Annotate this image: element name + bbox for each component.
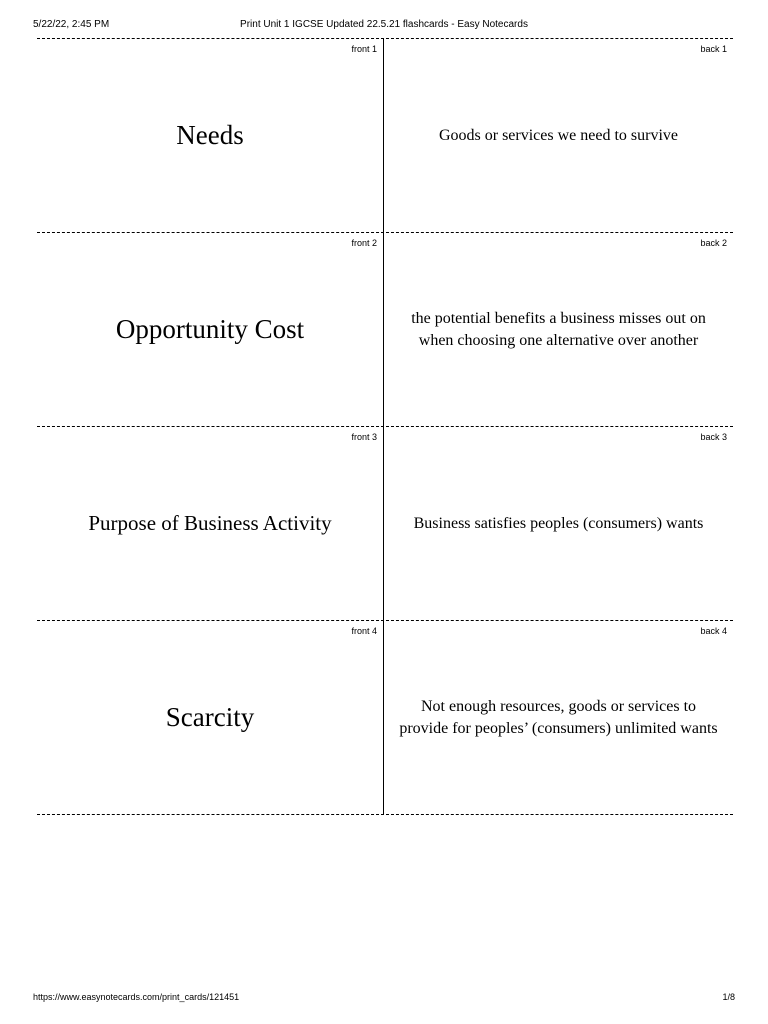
- flashcard: [37, 620, 733, 815]
- back-label: back 1: [700, 44, 727, 54]
- print-date: 5/22/22, 2:45 PM: [33, 19, 110, 30]
- back-definition: the potential benefits a business misses out on when choosing one alternative over another: [411, 309, 706, 349]
- front-term: Scarcity: [165, 702, 255, 732]
- flashcard-list: [37, 38, 733, 815]
- card-back: [384, 233, 733, 426]
- back-label: back 4: [700, 626, 727, 636]
- flashcard: [37, 426, 733, 620]
- front-term: Purpose of Business Activity: [88, 511, 332, 535]
- front-label: front 4: [351, 626, 377, 636]
- flashcard: [37, 232, 733, 426]
- flashcard: [37, 38, 733, 232]
- card-front: [37, 39, 384, 232]
- back-definition: Not enough resources, goods or services to provide for peoples’ (consumers) unlimited wants: [399, 697, 718, 737]
- print-header: [0, 0, 768, 32]
- page-url: https://www.easynotecards.com/print_cards/121451: [33, 992, 240, 1002]
- card-front: [37, 233, 384, 426]
- back-definition: Business satisfies peoples (consumers) wants: [413, 514, 704, 532]
- back-definition: Goods or services we need to survive: [438, 126, 679, 144]
- card-back: [384, 621, 733, 814]
- card-back: [384, 39, 733, 232]
- back-label: back 3: [700, 432, 727, 442]
- card-front: [37, 427, 384, 620]
- front-label: front 3: [351, 432, 377, 442]
- front-label: front 2: [351, 238, 377, 248]
- front-term: Needs: [176, 120, 244, 150]
- card-back: [384, 427, 733, 620]
- page-number: 1/8: [722, 992, 735, 1002]
- card-front: [37, 621, 384, 814]
- print-title: Print Unit 1 IGCSE Updated 22.5.21 flashcards - Easy Notecards: [240, 19, 528, 30]
- front-label: front 1: [351, 44, 377, 54]
- front-term: Opportunity Cost: [115, 314, 305, 344]
- back-label: back 2: [700, 238, 727, 248]
